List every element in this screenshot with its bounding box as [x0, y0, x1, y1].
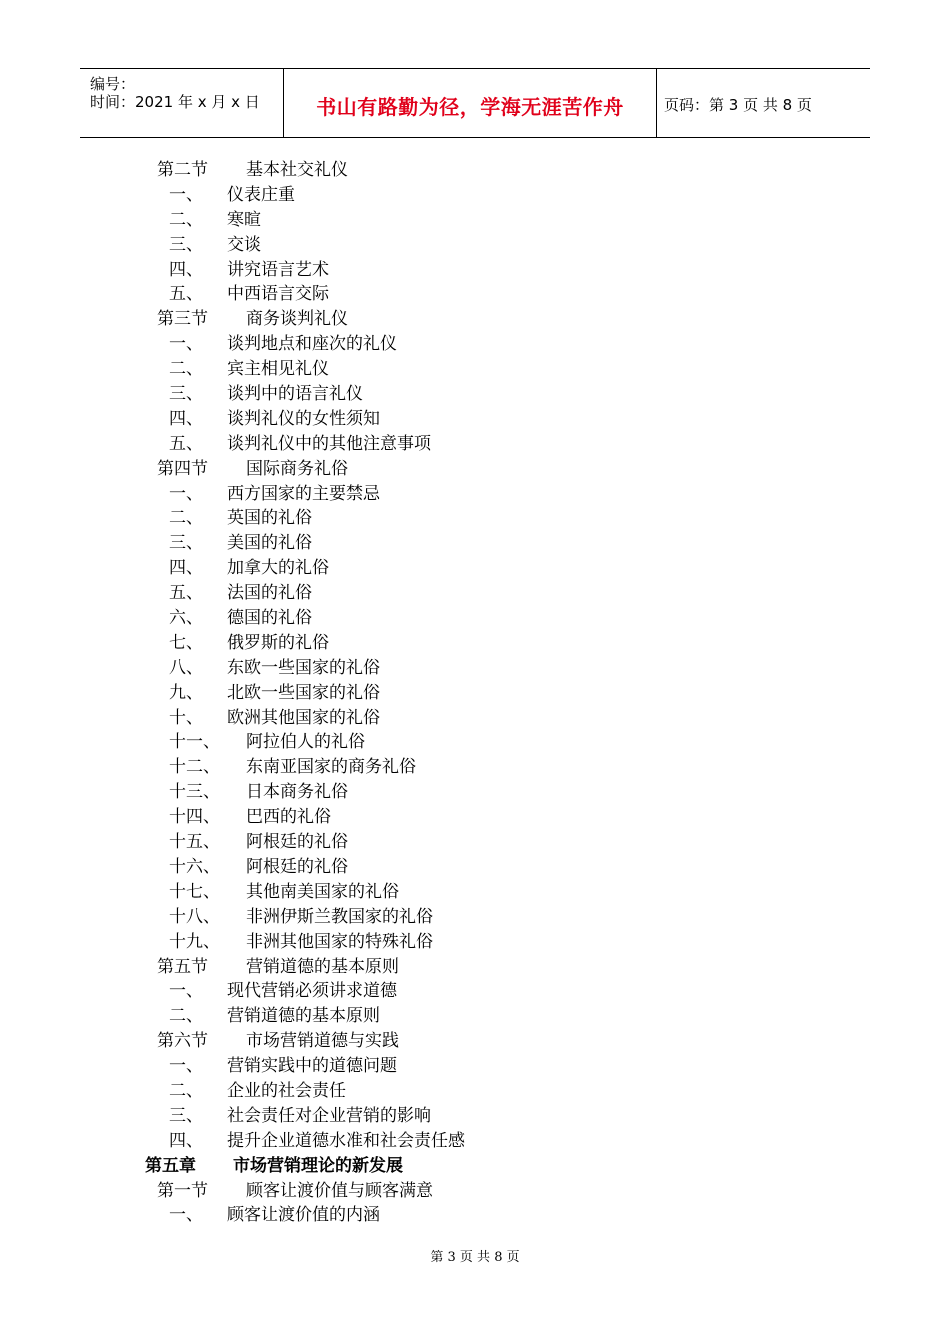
toc-number: 一、: [169, 334, 203, 355]
section-heading: [0, 457, 950, 482]
toc-title: 北欧一些国家的礼俗: [227, 682, 380, 703]
toc-item: [0, 1104, 950, 1129]
toc-number: 五、: [169, 433, 203, 454]
toc-number: 第一节: [157, 1180, 208, 1201]
toc-item: [0, 258, 950, 283]
toc-title: 德国的礼俗: [227, 608, 312, 629]
section-heading: [0, 307, 950, 332]
toc-number: 四、: [169, 558, 203, 579]
toc-number: 十四、: [169, 807, 220, 828]
toc-title: 寒暄: [227, 209, 261, 230]
toc-number: 第四节: [157, 458, 208, 479]
toc-number: 十八、: [169, 906, 220, 927]
toc-number: 十七、: [169, 881, 220, 902]
toc-number: 一、: [169, 981, 203, 1002]
toc-title: 国际商务礼俗: [246, 458, 348, 479]
section-heading: [0, 1179, 950, 1204]
header-page-cell: [656, 69, 870, 137]
toc-item: [0, 482, 950, 507]
toc-title: 加拿大的礼俗: [227, 558, 329, 579]
toc-title: 商务谈判礼仪: [246, 309, 348, 330]
toc-item: [0, 631, 950, 656]
toc-item: [0, 332, 950, 357]
toc-item: [0, 233, 950, 258]
toc-number: 三、: [169, 533, 203, 554]
toc-item: [0, 656, 950, 681]
toc-item: [0, 1004, 950, 1029]
toc-number: 十三、: [169, 782, 220, 803]
toc-number: 第六节: [157, 1031, 208, 1052]
toc-item: [0, 930, 950, 955]
toc-title: 英国的礼俗: [227, 508, 312, 529]
toc-title: 巴西的礼俗: [246, 807, 331, 828]
toc-number: 第三节: [157, 309, 208, 330]
toc-item: [0, 506, 950, 531]
toc-title: 俄罗斯的礼俗: [227, 632, 329, 653]
toc-number: 二、: [169, 1006, 203, 1027]
toc-title: 交谈: [227, 234, 261, 255]
number-label: 编号：: [90, 75, 136, 93]
time-label: 时间：2021 年 x 月 x 日: [90, 93, 260, 111]
toc-title: 西方国家的主要禁忌: [227, 483, 380, 504]
toc-title: 提升企业道德水准和社会责任感: [227, 1130, 465, 1151]
toc-number: 一、: [169, 483, 203, 504]
header-meta: [80, 69, 282, 137]
toc-number: 四、: [169, 1130, 203, 1151]
page-header: [80, 68, 870, 138]
toc-title: 非洲伊斯兰教国家的礼俗: [246, 906, 433, 927]
toc-item: [0, 880, 950, 905]
toc-number: 一、: [169, 1056, 203, 1077]
toc-number: 三、: [169, 384, 203, 405]
toc-item: [0, 1079, 950, 1104]
toc-number: 六、: [169, 608, 203, 629]
toc-title: 阿根廷的礼俗: [246, 856, 348, 877]
toc-item: [0, 581, 950, 606]
toc-item: [0, 755, 950, 780]
toc-title: 谈判礼仪中的其他注意事项: [227, 433, 431, 454]
table-of-contents: [0, 158, 950, 1228]
toc-number: 第五节: [157, 956, 208, 977]
section-heading: [0, 955, 950, 980]
page-info: 页码：第 3 页 共 8 页: [664, 96, 812, 114]
toc-item: [0, 979, 950, 1004]
toc-number: 二、: [169, 359, 203, 380]
toc-title: 营销实践中的道德问题: [227, 1056, 397, 1077]
toc-title: 谈判地点和座次的礼仪: [227, 334, 397, 355]
toc-item: [0, 382, 950, 407]
chapter-heading: [0, 1154, 950, 1179]
toc-item: [0, 1129, 950, 1154]
toc-title: 东欧一些国家的礼俗: [227, 657, 380, 678]
toc-item: [0, 855, 950, 880]
toc-title: 市场营销理论的新发展: [233, 1155, 403, 1176]
toc-title: 市场营销道德与实践: [246, 1031, 399, 1052]
page-footer: [0, 1246, 950, 1265]
toc-title: 东南亚国家的商务礼俗: [246, 757, 416, 778]
toc-title: 企业的社会责任: [227, 1080, 346, 1101]
toc-title: 非洲其他国家的特殊礼俗: [246, 931, 433, 952]
toc-title: 社会责任对企业营销的影响: [227, 1105, 431, 1126]
toc-item: [0, 531, 950, 556]
toc-number: 第二节: [157, 160, 208, 180]
toc-item: [0, 681, 950, 706]
toc-number: 十一、: [169, 732, 220, 753]
header-motto-cell: [283, 69, 657, 137]
toc-number: 第五章: [145, 1155, 196, 1176]
toc-item: [0, 357, 950, 382]
toc-number: 十六、: [169, 856, 220, 877]
toc-title: 仪表庄重: [227, 184, 295, 205]
toc-title: 其他南美国家的礼俗: [246, 881, 399, 902]
toc-item: [0, 1203, 950, 1228]
toc-number: 三、: [169, 234, 203, 255]
toc-number: 七、: [169, 632, 203, 653]
toc-number: 二、: [169, 1080, 203, 1101]
toc-title: 谈判中的语言礼仪: [227, 384, 363, 405]
toc-title: 现代营销必须讲求道德: [227, 981, 397, 1002]
section-heading: [0, 158, 950, 183]
toc-title: 谈判礼仪的女性须知: [227, 408, 380, 429]
toc-number: 五、: [169, 583, 203, 604]
section-heading: [0, 1029, 950, 1054]
toc-title: 阿根廷的礼俗: [246, 832, 348, 853]
toc-title: 美国的礼俗: [227, 533, 312, 554]
toc-item: [0, 282, 950, 307]
toc-number: 十五、: [169, 832, 220, 853]
toc-title: 顾客让渡价值与顾客满意: [246, 1180, 433, 1201]
toc-title: 阿拉伯人的礼俗: [246, 732, 365, 753]
toc-number: 五、: [169, 284, 203, 305]
toc-title: 营销道德的基本原则: [246, 956, 399, 977]
toc-title: 法国的礼俗: [227, 583, 312, 604]
toc-item: [0, 208, 950, 233]
toc-number: 四、: [169, 259, 203, 280]
toc-title: 营销道德的基本原则: [227, 1006, 380, 1027]
toc-item: [0, 830, 950, 855]
toc-item: [0, 183, 950, 208]
toc-item: [0, 706, 950, 731]
toc-item: [0, 905, 950, 930]
toc-number: 四、: [169, 408, 203, 429]
toc-title: 欧洲其他国家的礼俗: [227, 707, 380, 728]
toc-number: 一、: [169, 184, 203, 205]
toc-number: 一、: [169, 1205, 203, 1226]
toc-number: 九、: [169, 682, 203, 703]
toc-number: 八、: [169, 657, 203, 678]
toc-title: 日本商务礼俗: [246, 782, 348, 803]
motto: 书山有路勤为径，学海无涯苦作舟: [316, 95, 624, 119]
footer-page-number: 第 3 页 共 8 页: [430, 1250, 520, 1265]
toc-item: [0, 730, 950, 755]
toc-number: 十二、: [169, 757, 220, 778]
toc-number: 十、: [169, 707, 203, 728]
toc-item: [0, 805, 950, 830]
toc-number: 三、: [169, 1105, 203, 1126]
toc-item: [0, 1054, 950, 1079]
toc-title: 中西语言交际: [227, 284, 329, 305]
toc-number: 二、: [169, 209, 203, 230]
toc-title: 讲究语言艺术: [227, 259, 329, 280]
toc-title: 顾客让渡价值的内涵: [227, 1205, 380, 1226]
toc-item: [0, 556, 950, 581]
toc-title: 基本社交礼仪: [246, 160, 348, 180]
toc-title: 宾主相见礼仪: [227, 359, 329, 380]
toc-item: [0, 432, 950, 457]
toc-item: [0, 407, 950, 432]
toc-item: [0, 780, 950, 805]
toc-item: [0, 606, 950, 631]
toc-number: 二、: [169, 508, 203, 529]
toc-number: 十九、: [169, 931, 220, 952]
